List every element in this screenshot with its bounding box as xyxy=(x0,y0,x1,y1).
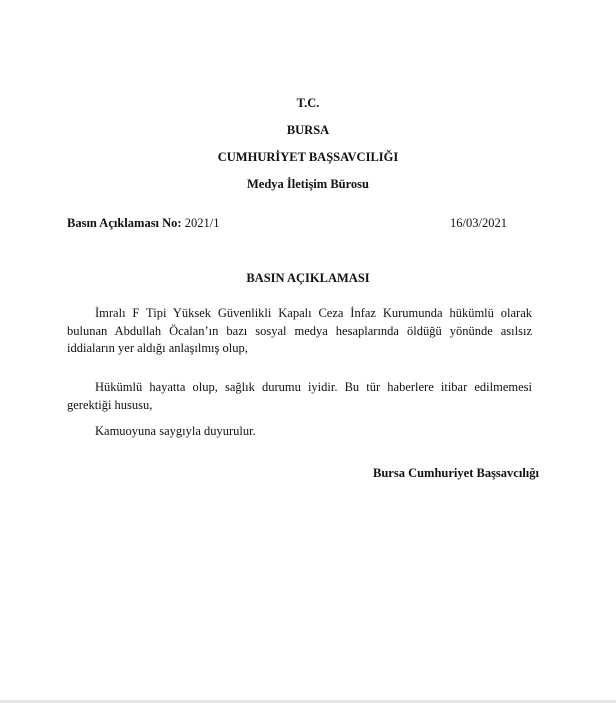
reference-value: 2021/1 xyxy=(184,216,220,230)
reference-number xyxy=(67,215,219,231)
header-office: CUMHURİYET BAŞSAVCILIĞI xyxy=(217,150,399,164)
reference-date: 16/03/2021 xyxy=(450,216,507,230)
signature: Bursa Cumhuriyet Başsavcılığı xyxy=(373,466,539,480)
paragraph-1: İmralı F Tipi Yüksek Güvenlikli Kapalı Ceza İnfaz Kurumunda hükümlü olarak bulunan Abdullah Öcalan’ın bazı sosyal medya hesaplarında öldüğü yönünde asılsız iddiaların yer aldığı anlaşılmış olup, xyxy=(67,306,532,355)
paragraph-3: Kamuoyuna saygıyla duyurulur. xyxy=(95,424,256,438)
header-city: BURSA xyxy=(286,123,330,137)
reference-label: Basın Açıklaması No: xyxy=(67,216,182,230)
paragraph-2: Hükümlü hayatta olup, sağlık durumu iyidir. Bu tür haberlere itibar edilmemesi gerektiği hususu, xyxy=(67,380,532,412)
document-title: BASIN AÇIKLAMASI xyxy=(246,271,370,285)
header-tc: T.C. xyxy=(296,96,320,110)
header-department: Medya İletişim Bürosu xyxy=(247,177,369,191)
